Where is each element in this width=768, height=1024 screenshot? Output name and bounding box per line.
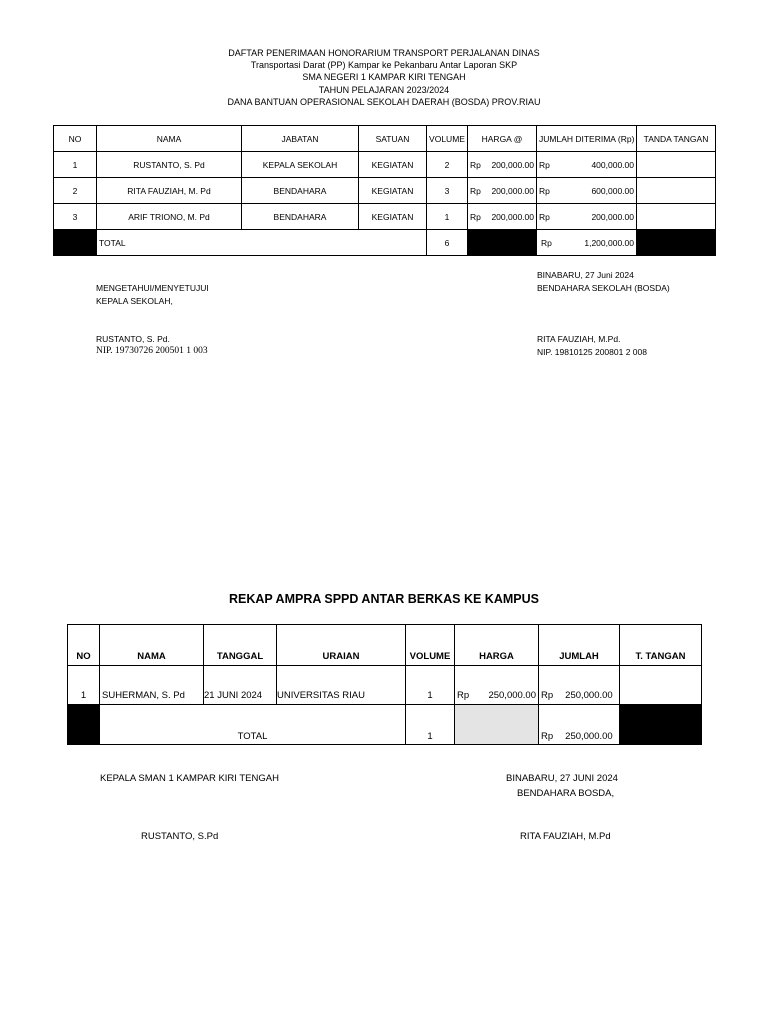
column-header: NAMA xyxy=(97,126,242,152)
column-header: VOLUME xyxy=(406,625,455,666)
place-date: BINABARU, 27 JUNI 2024 xyxy=(506,773,618,784)
cell-jumlah xyxy=(537,152,637,178)
black-fill-cell xyxy=(54,230,97,256)
cell-jumlah xyxy=(537,204,637,230)
doc1-header-line-2: Transportasi Darat (PP) Kampar ke Pekanbaru Antar Laporan SKP xyxy=(250,60,518,70)
total-jumlah xyxy=(537,230,637,256)
column-header: JUMLAH xyxy=(539,625,620,666)
cell-signature xyxy=(637,152,716,178)
cell-uraian: UNIVERSITAS RIAU xyxy=(277,666,406,705)
doc1-header-line-1: DAFTAR PENERIMAAN HONORARIUM TRANSPORT PERJALANAN DINAS xyxy=(228,48,540,58)
cell-satuan: KEGIATAN xyxy=(359,204,427,230)
currency-label: Rp xyxy=(541,237,552,248)
jumlah-value: 400,000.00 xyxy=(591,159,634,170)
ampra-table xyxy=(67,624,702,745)
cell-volume: 3 xyxy=(427,178,468,204)
place-date: BINABARU, 27 Juni 2024 xyxy=(537,270,634,280)
cell-jabatan: BENDAHARA xyxy=(242,204,359,230)
cell-nama: SUHERMAN, S. Pd xyxy=(100,666,204,705)
doc2-title: REKAP AMPRA SPPD ANTAR BERKAS KE KAMPUS xyxy=(229,592,539,606)
approval-label: MENGETAHUI/MENYETUJUI xyxy=(96,283,209,293)
treasurer-name: RITA FAUZIAH, M.Pd xyxy=(520,831,611,842)
currency-label: Rp xyxy=(470,211,481,222)
column-header: T. TANGAN xyxy=(620,625,702,666)
harga-value: 250,000.00 xyxy=(488,690,536,701)
cell-volume: 1 xyxy=(406,666,455,705)
cell-nama: ARIF TRIONO, M. Pd xyxy=(97,204,242,230)
currency-label: Rp xyxy=(539,159,550,170)
cell-signature xyxy=(620,666,702,705)
table-row xyxy=(54,152,716,178)
currency-label: Rp xyxy=(470,185,481,196)
black-fill-cell xyxy=(468,230,537,256)
total-jumlah-value: 1,200,000.00 xyxy=(584,237,634,248)
cell-no: 1 xyxy=(54,152,97,178)
cell-nama: RUSTANTO, S. Pd xyxy=(97,152,242,178)
column-header: JABATAN xyxy=(242,126,359,152)
column-header: HARGA @ xyxy=(468,126,537,152)
treasurer-title: BENDAHARA SEKOLAH (BOSDA) xyxy=(537,283,670,293)
cell-signature xyxy=(637,204,716,230)
total-volume: 1 xyxy=(406,705,455,745)
column-header: VOLUME xyxy=(427,126,468,152)
jumlah-value: 600,000.00 xyxy=(591,185,634,196)
cell-jumlah xyxy=(537,178,637,204)
jumlah-value: 200,000.00 xyxy=(591,211,634,222)
principal-nip: NIP. 19730726 200501 1 003 xyxy=(96,346,208,356)
cell-no: 2 xyxy=(54,178,97,204)
currency-label: Rp xyxy=(470,159,481,170)
column-header: SATUAN xyxy=(359,126,427,152)
total-row xyxy=(54,230,716,256)
cell-harga xyxy=(468,204,537,230)
doc1-header-line-4: TAHUN PELAJARAN 2023/2024 xyxy=(318,85,450,95)
column-header: TANDA TANGAN xyxy=(637,126,716,152)
principal-name: RUSTANTO, S. Pd. xyxy=(96,334,170,344)
principal-title: KEPALA SEKOLAH, xyxy=(96,296,173,306)
treasurer-name: RITA FAUZIAH, M.Pd. xyxy=(537,334,621,344)
cell-volume: 2 xyxy=(427,152,468,178)
cell-no: 3 xyxy=(54,204,97,230)
column-header: JUMLAH DITERIMA (Rp) xyxy=(537,126,637,152)
principal-title: KEPALA SMAN 1 KAMPAR KIRI TENGAH xyxy=(100,773,279,784)
table-header-row xyxy=(54,126,716,152)
column-header: URAIAN xyxy=(277,625,406,666)
doc1-header-line-5: DANA BANTUAN OPERASIONAL SEKOLAH DAERAH (BOSDA) PROV.RIAU xyxy=(227,97,541,107)
treasurer-title: BENDAHARA BOSDA, xyxy=(517,788,615,799)
cell-no: 1 xyxy=(68,666,100,705)
grey-fill-cell xyxy=(455,705,539,745)
table-row xyxy=(54,178,716,204)
cell-jabatan: BENDAHARA xyxy=(242,178,359,204)
honorarium-table xyxy=(53,125,716,256)
harga-value: 200,000.00 xyxy=(491,159,534,170)
black-fill-cell xyxy=(68,705,100,745)
black-fill-cell xyxy=(620,705,702,745)
currency-label: Rp xyxy=(541,690,554,701)
cell-nama: RITA FAUZIAH, M. Pd xyxy=(97,178,242,204)
total-label: TOTAL xyxy=(97,230,427,256)
currency-label: Rp xyxy=(539,185,550,196)
total-volume: 6 xyxy=(427,230,468,256)
cell-harga xyxy=(468,178,537,204)
cell-jabatan: KEPALA SEKOLAH xyxy=(242,152,359,178)
table-row xyxy=(54,204,716,230)
cell-tanggal: 21 JUNI 2024 xyxy=(204,666,277,705)
treasurer-nip: NIP. 19810125 200801 2 008 xyxy=(537,347,647,357)
column-header: NO xyxy=(54,126,97,152)
currency-label: Rp xyxy=(539,211,550,222)
doc1-header-line-3: SMA NEGERI 1 KAMPAR KIRI TENGAH xyxy=(302,72,466,82)
column-header: TANGGAL xyxy=(204,625,277,666)
cell-harga xyxy=(455,666,539,705)
column-header: NO xyxy=(68,625,100,666)
total-jumlah-value: 250,000.00 xyxy=(565,731,613,742)
principal-name: RUSTANTO, S.Pd xyxy=(141,831,219,842)
black-fill-cell xyxy=(637,230,716,256)
jumlah-value: 250,000.00 xyxy=(565,690,613,701)
table-row xyxy=(68,666,702,705)
currency-label: Rp xyxy=(457,690,470,701)
harga-value: 200,000.00 xyxy=(491,211,534,222)
currency-label: Rp xyxy=(541,731,554,742)
total-label: TOTAL xyxy=(100,705,406,745)
cell-signature xyxy=(637,178,716,204)
cell-harga xyxy=(468,152,537,178)
cell-satuan: KEGIATAN xyxy=(359,178,427,204)
column-header: NAMA xyxy=(100,625,204,666)
table-header-row xyxy=(68,625,702,666)
cell-volume: 1 xyxy=(427,204,468,230)
cell-satuan: KEGIATAN xyxy=(359,152,427,178)
harga-value: 200,000.00 xyxy=(491,185,534,196)
column-header: HARGA xyxy=(455,625,539,666)
total-jumlah xyxy=(539,705,620,745)
total-row xyxy=(68,705,702,745)
cell-jumlah xyxy=(539,666,620,705)
